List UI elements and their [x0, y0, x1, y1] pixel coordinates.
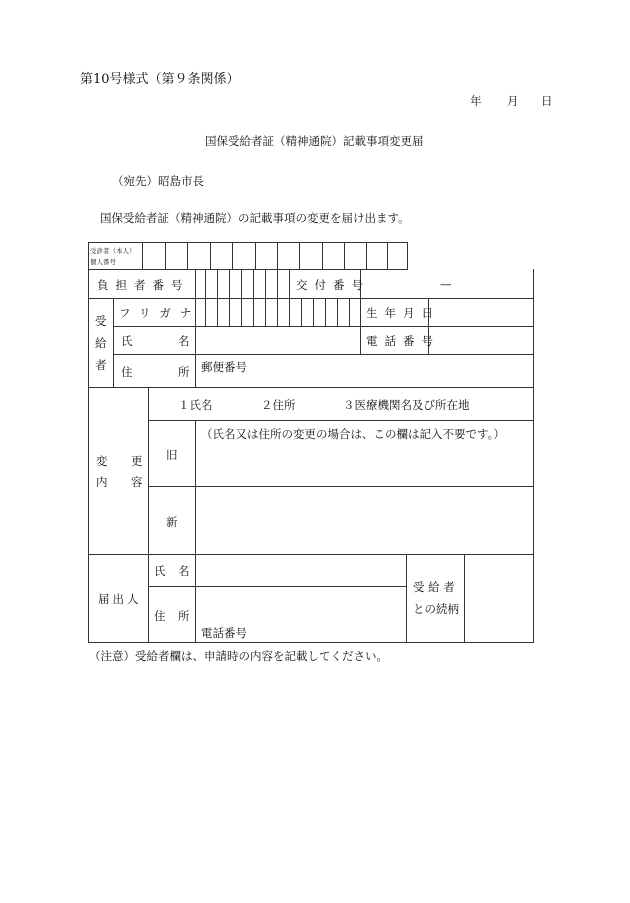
change-content-char-2: 更 [131, 454, 143, 468]
change-content-char-3: 内 [96, 475, 108, 489]
notifier-address-char-1: 住 [154, 609, 166, 623]
postal-code-label: 郵便番号 [201, 360, 247, 374]
notifier-phone-label: 電話番号 [201, 626, 247, 640]
issue-number-dash: — [440, 277, 452, 291]
date-year: 年 [470, 94, 482, 108]
relation-label-line2: との続柄 [413, 602, 459, 616]
address-label-char-1: 住 [121, 365, 133, 379]
personal-number-label-line1: 受診者（本人） [90, 247, 136, 255]
change-option-address: ２住所 [261, 398, 296, 412]
furigana-label: フリガナ [119, 306, 201, 320]
address-label-char-2: 所 [178, 365, 190, 379]
payer-number-label: 負担者番号 [97, 278, 190, 292]
personal-number-label-line2: 個人番号 [90, 258, 116, 266]
new-label: 新 [166, 515, 178, 529]
change-content-char-4: 容 [131, 475, 143, 489]
recipient-char-2: 給 [95, 336, 107, 350]
notifier-label: 届出人 [98, 592, 142, 606]
intro-text: 国保受給者証（精神通院）の記載事項の変更を届け出ます。 [100, 211, 410, 225]
notifier-name-char-1: 氏 [154, 564, 166, 578]
footer-note: （注意）受給者欄は、申請時の内容を記載してください。 [89, 649, 388, 663]
recipient-char-1: 受 [95, 314, 107, 328]
name-label-char-2: 名 [178, 334, 190, 348]
old-note: （氏名又は住所の変更の場合は、この欄は記入不要です。） [201, 427, 505, 441]
document-title: 国保受給者証（精神通院）記載事項変更届 [205, 134, 424, 148]
old-label: 旧 [166, 448, 178, 462]
recipient-char-3: 者 [95, 358, 107, 372]
change-option-name: １氏名 [178, 398, 213, 412]
date-month: 月 [507, 94, 519, 108]
change-content-char-1: 変 [96, 454, 108, 468]
relation-label-line1: 受 給 者 [413, 580, 455, 594]
date-day: 日 [541, 94, 553, 108]
recipient-phone-label: 電話番号 [366, 334, 440, 348]
notifier-name-char-2: 名 [178, 564, 190, 578]
form-number: 第10号様式（第９条関係） [80, 72, 240, 87]
birth-date-label: 生年月日 [366, 306, 440, 320]
name-label-char-1: 氏 [121, 334, 133, 348]
issue-number-label: 交付番号 [296, 278, 370, 292]
change-option-institution: ３医療機関名及び所在地 [343, 398, 470, 412]
notifier-address-char-2: 所 [178, 609, 190, 623]
addressee: （宛先）昭島市長 [112, 174, 204, 188]
